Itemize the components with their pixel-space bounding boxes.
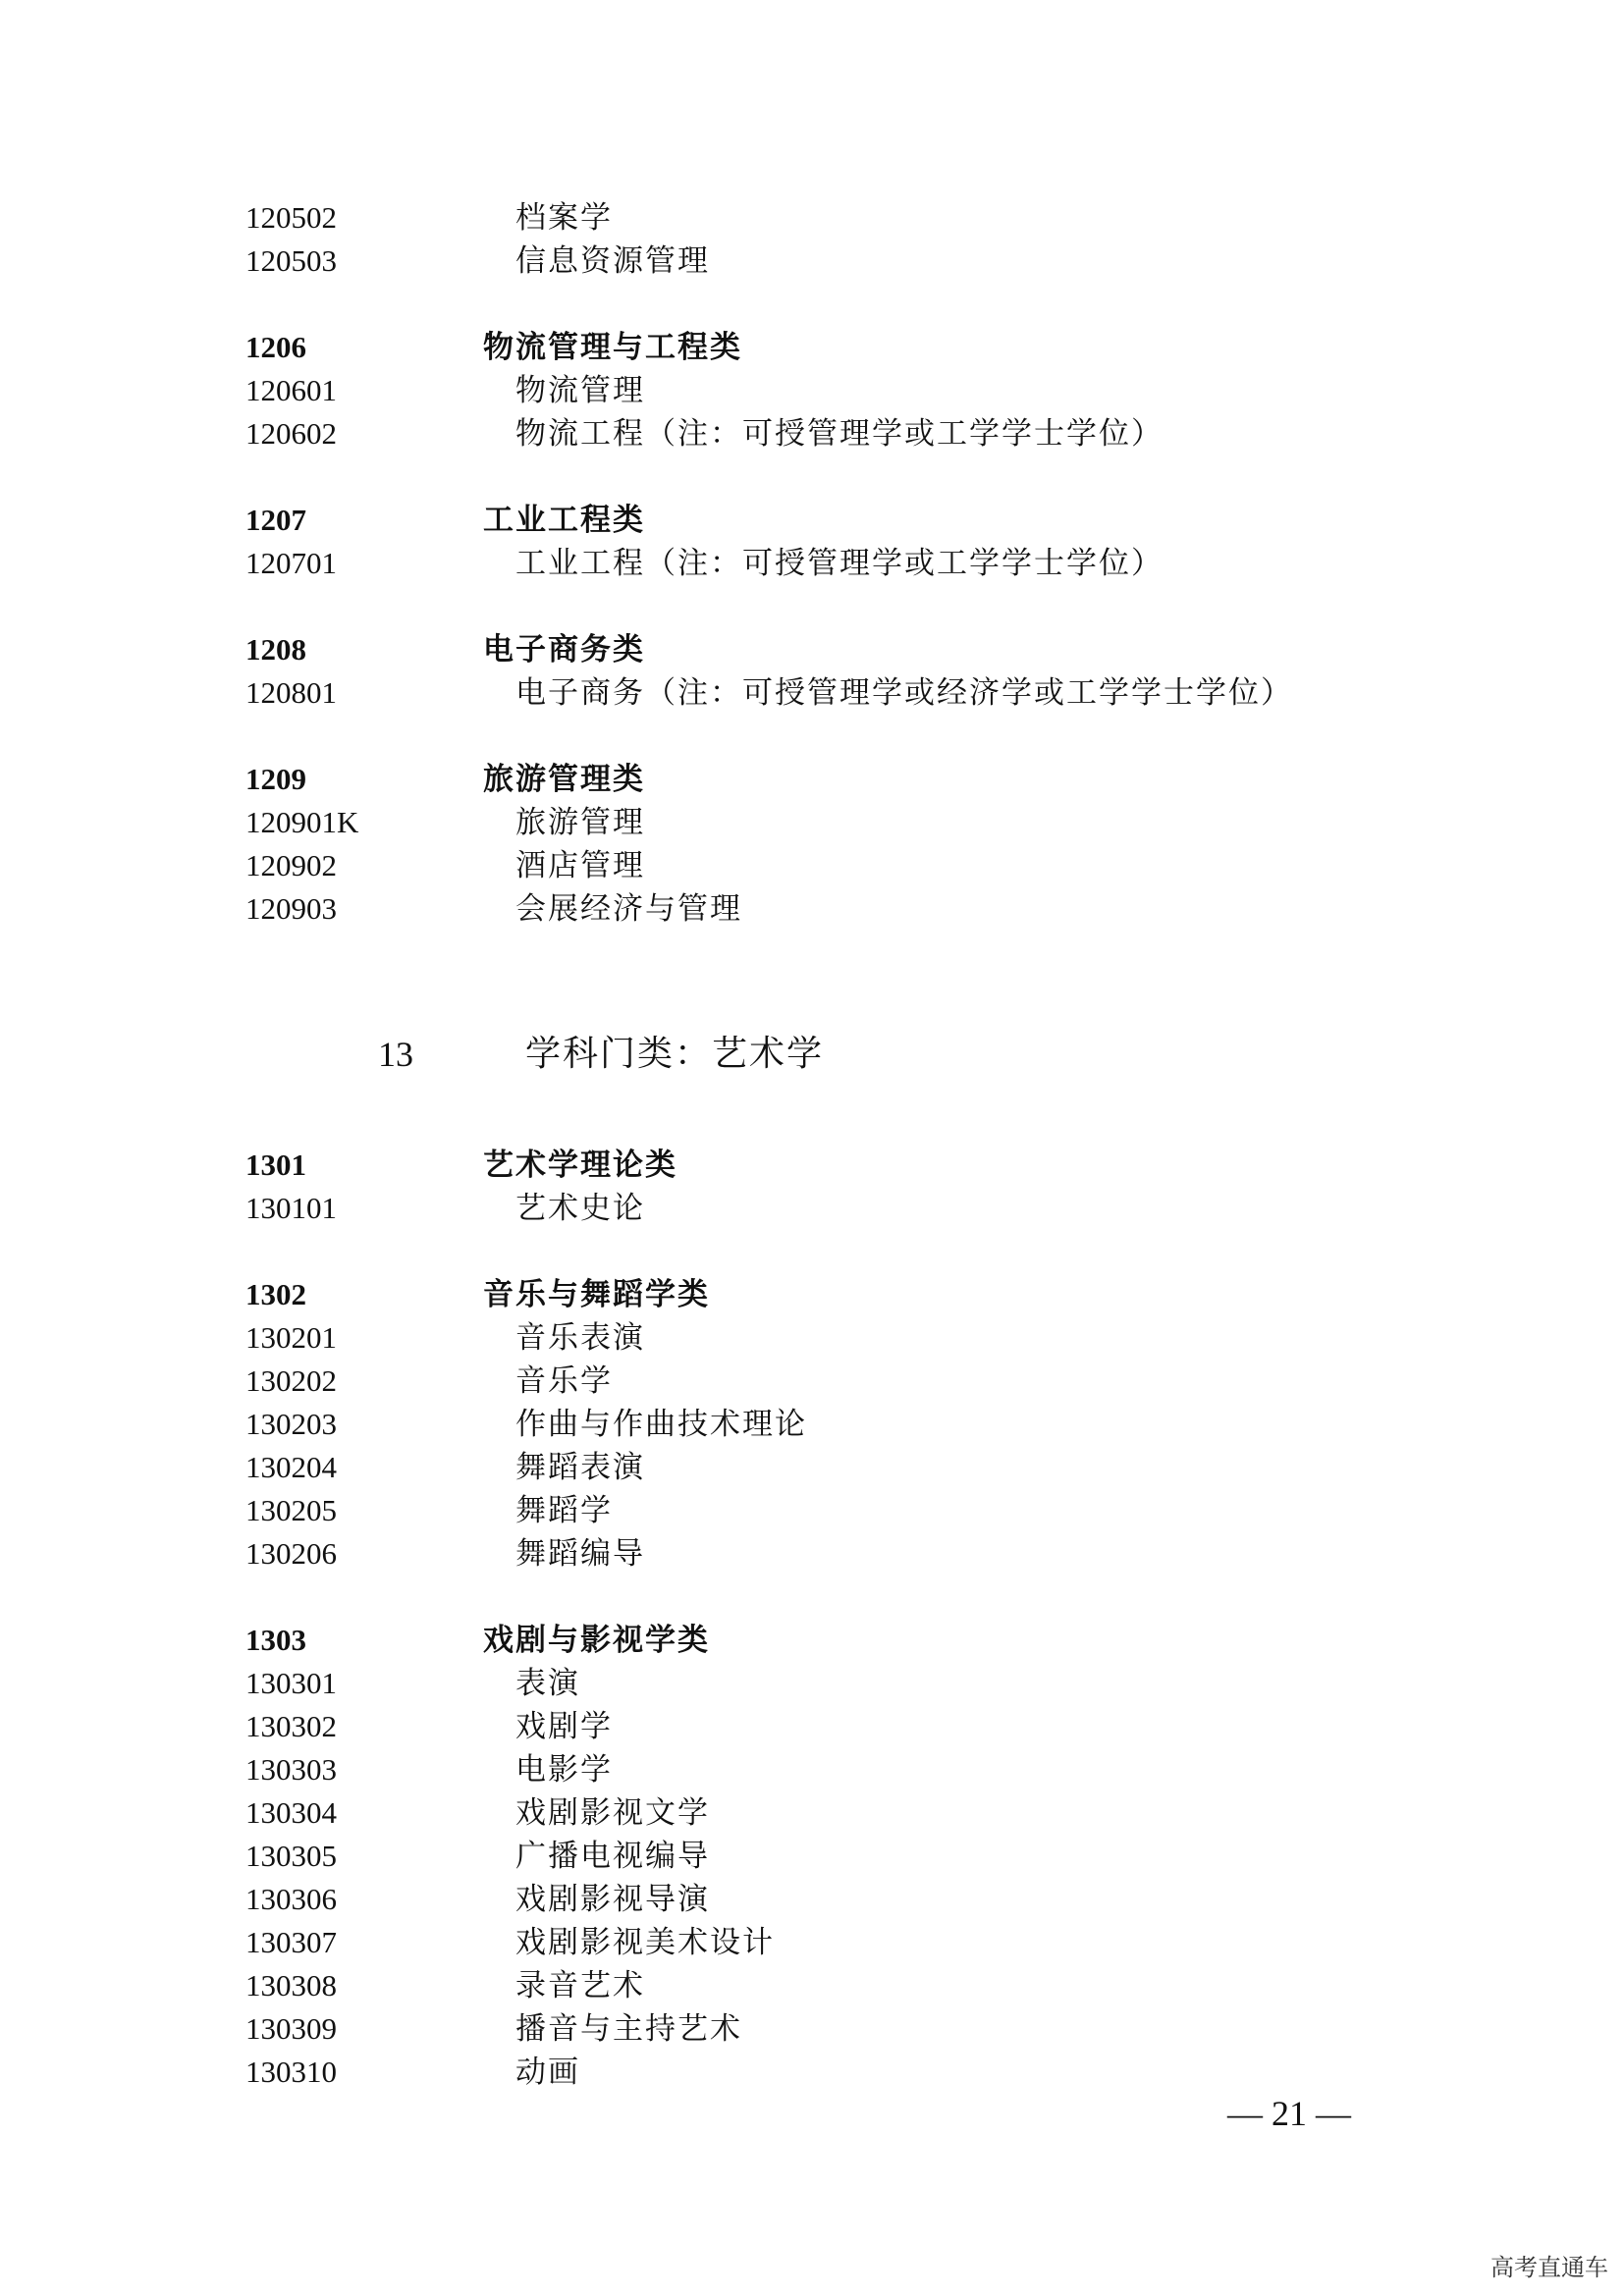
category-code: 1208	[245, 632, 306, 667]
major-row	[245, 1446, 1424, 1489]
major-code: 130101	[245, 1191, 337, 1225]
major-name: 物流管理	[515, 373, 645, 408]
major-code: 130203	[245, 1407, 337, 1441]
major-row	[245, 1705, 1424, 1748]
major-name: 电子商务（注：可授管理学或经济学或工学学士学位）	[515, 675, 1293, 711]
major-row	[245, 1748, 1424, 1791]
major-name: 旅游管理	[515, 805, 645, 840]
category-heading-row	[245, 758, 1424, 801]
major-row	[245, 1835, 1424, 1878]
watermark: 高考直通车	[1490, 2254, 1608, 2281]
major-row	[245, 844, 1424, 887]
major-row	[245, 240, 1424, 283]
major-name: 动画	[515, 2055, 580, 2090]
category-heading-row	[245, 1273, 1424, 1316]
major-name: 戏剧学	[515, 1709, 613, 1744]
major-row	[245, 1921, 1424, 1964]
major-code: 120602	[245, 416, 337, 451]
major-code: 130206	[245, 1536, 337, 1571]
category-name: 音乐与舞蹈学类	[483, 1277, 710, 1312]
category-name: 物流管理与工程类	[483, 330, 742, 365]
category-heading-row	[245, 1619, 1424, 1662]
major-name: 戏剧影视导演	[515, 1882, 710, 1917]
major-name: 酒店管理	[515, 848, 645, 883]
major-code: 130310	[245, 2055, 337, 2089]
major-name: 音乐表演	[515, 1320, 645, 1356]
major-name: 戏剧影视美术设计	[515, 1925, 775, 1960]
major-row	[245, 369, 1424, 412]
category-heading-row	[245, 1144, 1424, 1187]
major-code: 130301	[245, 1666, 337, 1700]
category-code: 1301	[245, 1148, 306, 1182]
major-name: 电影学	[515, 1752, 613, 1788]
major-row	[245, 1489, 1424, 1532]
major-code: 130201	[245, 1320, 337, 1355]
major-name: 舞蹈学	[515, 1493, 613, 1528]
major-row	[245, 887, 1424, 931]
major-code: 130306	[245, 1882, 337, 1916]
major-row	[245, 1662, 1424, 1705]
major-row	[245, 2051, 1424, 2094]
major-code: 120503	[245, 243, 337, 278]
major-name: 广播电视编导	[515, 1839, 710, 1874]
major-row	[245, 1878, 1424, 1921]
category-name: 艺术学理论类	[483, 1148, 677, 1183]
major-name: 工业工程（注：可授管理学或工学学士学位）	[515, 546, 1164, 581]
major-code: 130303	[245, 1752, 337, 1787]
major-code: 130304	[245, 1795, 337, 1830]
major-code: 130202	[245, 1363, 337, 1398]
major-name: 表演	[515, 1666, 580, 1701]
major-code: 130305	[245, 1839, 337, 1873]
major-code: 120502	[245, 200, 337, 235]
major-name: 信息资源管理	[515, 243, 710, 279]
category-heading-row	[245, 499, 1424, 542]
major-code: 130307	[245, 1925, 337, 1959]
major-code: 130204	[245, 1450, 337, 1484]
major-name: 档案学	[515, 200, 613, 236]
major-code: 120902	[245, 848, 337, 882]
major-code: 130309	[245, 2011, 337, 2046]
section-title: 学科门类：艺术学	[525, 1034, 825, 1074]
category-name: 旅游管理类	[483, 762, 645, 797]
category-code: 1303	[245, 1623, 306, 1657]
major-row	[245, 542, 1424, 585]
major-name: 戏剧影视文学	[515, 1795, 710, 1831]
category-code: 1207	[245, 503, 306, 537]
category-code: 1209	[245, 762, 306, 796]
major-row	[245, 1403, 1424, 1446]
major-name: 播音与主持艺术	[515, 2011, 742, 2047]
major-row	[245, 1964, 1424, 2007]
category-code: 1206	[245, 330, 306, 364]
major-row	[245, 196, 1424, 240]
section-number: 13	[378, 1035, 413, 1074]
major-name: 物流工程（注：可授管理学或工学学士学位）	[515, 416, 1164, 452]
major-name: 会展经济与管理	[515, 891, 742, 927]
category-heading-row	[245, 628, 1424, 671]
major-name: 作曲与作曲技术理论	[515, 1407, 807, 1442]
major-code: 120801	[245, 675, 337, 710]
major-code: 120701	[245, 546, 337, 580]
category-heading-row	[245, 326, 1424, 369]
major-code: 130308	[245, 1968, 337, 2002]
major-code: 130302	[245, 1709, 337, 1743]
category-code: 1302	[245, 1277, 306, 1311]
major-row	[245, 412, 1424, 455]
major-name: 舞蹈表演	[515, 1450, 645, 1485]
page-number: — 21 —	[1227, 2094, 1351, 2133]
major-row	[245, 1187, 1424, 1230]
category-name: 电子商务类	[483, 632, 645, 667]
major-code: 120903	[245, 891, 337, 926]
major-name: 音乐学	[515, 1363, 613, 1399]
major-code: 130205	[245, 1493, 337, 1527]
major-row	[245, 1360, 1424, 1403]
major-row	[245, 1532, 1424, 1575]
major-name: 录音艺术	[515, 1968, 645, 2003]
major-row	[245, 1316, 1424, 1360]
major-row	[245, 671, 1424, 715]
major-code: 120601	[245, 373, 337, 407]
category-name: 工业工程类	[483, 503, 645, 538]
major-name: 舞蹈编导	[515, 1536, 645, 1572]
major-row	[245, 801, 1424, 844]
major-row	[245, 2007, 1424, 2051]
category-name: 戏剧与影视学类	[483, 1623, 710, 1658]
major-name: 艺术史论	[515, 1191, 645, 1226]
major-row	[245, 1791, 1424, 1835]
major-code: 120901K	[245, 805, 359, 839]
